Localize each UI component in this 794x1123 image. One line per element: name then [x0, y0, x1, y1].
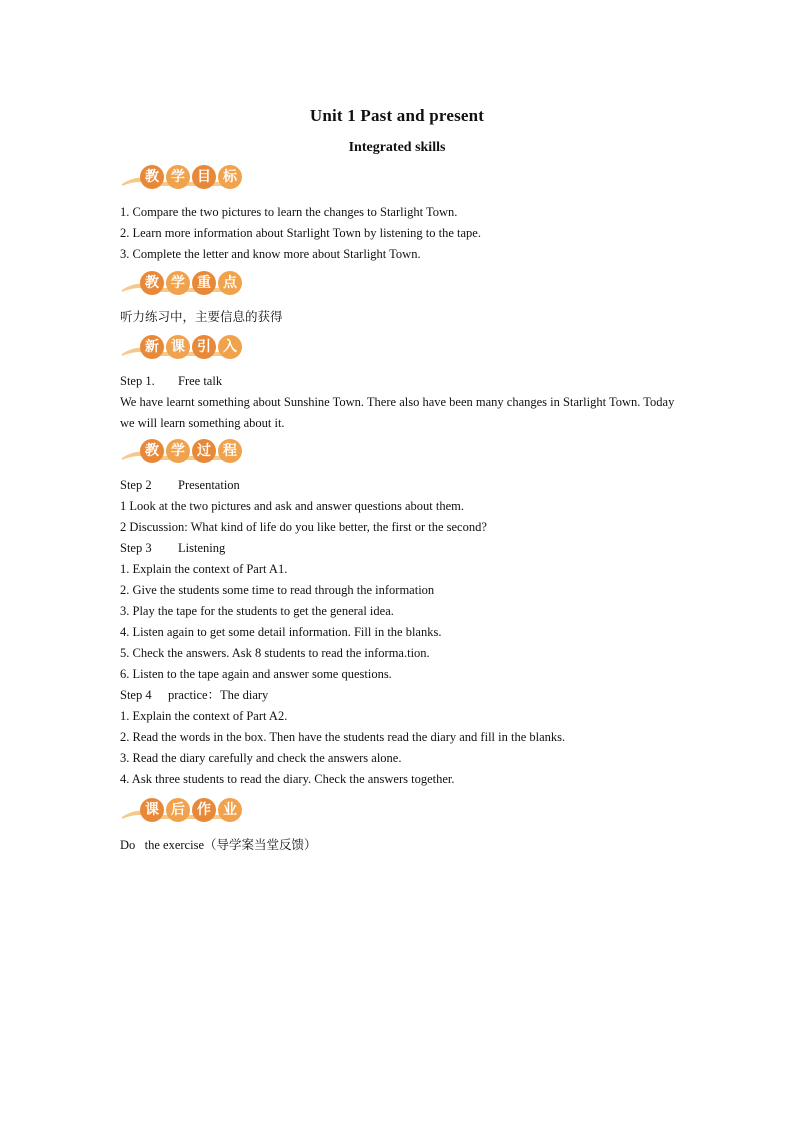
section-key-points: [120, 270, 680, 327]
objective-line: 2. Learn more information about Starlight Town by listening to the tape.: [120, 226, 481, 240]
step-line: 2. Give the students some time to read through the information: [120, 583, 435, 597]
banner-char: 业: [218, 798, 242, 822]
section-process: [120, 438, 680, 790]
objective-line: 3. Complete the letter and know more about Starlight Town.: [120, 247, 421, 261]
banner-char: 学: [166, 271, 190, 295]
step-title: Presentation: [178, 478, 240, 492]
page-title: Unit 1 Past and present: [309, 106, 485, 125]
step-title: Listening: [178, 541, 226, 555]
step-line: 6. Listen to the tape again and answer some questions.: [120, 667, 392, 681]
banner-char: 重: [192, 271, 216, 295]
homework-text: [120, 834, 680, 856]
key-point-text: 听力练习中，主要信息的获得: [120, 309, 283, 324]
step-line: 3. Play the tape for the students to get the general idea.: [120, 604, 394, 618]
section-objectives: [120, 164, 680, 265]
banner-char: 点: [218, 271, 242, 295]
banner-char: 学: [166, 165, 190, 189]
step-line: 2. Read the words in the box. Then have the students read the diary and fill in the blanks.: [120, 730, 566, 744]
banner-char: 课: [140, 798, 164, 822]
banner-char: 后: [166, 798, 190, 822]
key-points-banner: [120, 270, 240, 296]
step-line: 4. Ask three students to read the diary. Check the answers together.: [120, 772, 455, 786]
banner-char: 课: [166, 335, 190, 359]
banner-char: 新: [140, 335, 164, 359]
step-line: 3. Read the diary carefully and check the answers alone.: [120, 751, 402, 765]
step-heading: [120, 538, 680, 559]
homework-text-cn: （导学案当堂反馈）: [204, 837, 317, 852]
step-label: Step 1.: [120, 374, 155, 388]
step-label: Step 3: [120, 541, 152, 555]
banner-char: 学: [166, 439, 190, 463]
section-lead-in: [120, 334, 680, 434]
step-title: Free talk: [178, 374, 223, 388]
step-label: Step 4: [120, 688, 152, 702]
step-heading: [120, 475, 680, 496]
step-title: practice：The diary: [168, 688, 269, 702]
objective-line: 1. Compare the two pictures to learn the changes to Starlight Town.: [120, 205, 458, 219]
step-line: 1 Look at the two pictures and ask and answer questions about them.: [120, 499, 465, 513]
banner-char: 教: [140, 439, 164, 463]
step-line: 5. Check the answers. Ask 8 students to read the informa.tion.: [120, 646, 430, 660]
banner-char: 教: [140, 271, 164, 295]
page-subtitle: Integrated skills: [348, 140, 446, 155]
objectives-banner: [120, 164, 240, 190]
step-line: 1. Explain the context of Part A2.: [120, 709, 288, 723]
homework-banner: [120, 797, 240, 823]
process-banner: [120, 438, 240, 464]
step-heading: [120, 685, 680, 706]
step-line: 1. Explain the context of Part A1.: [120, 562, 288, 576]
banner-char: 教: [140, 165, 164, 189]
step-line: 2 Discussion: What kind of life do you like better, the first or the second?: [120, 520, 487, 534]
step-line: 4. Listen again to get some detail information. Fill in the blanks.: [120, 625, 442, 639]
step-heading: [120, 371, 680, 392]
lead-in-paragraph: We have learnt something about Sunshine Town. There also have been many changes in Starlight Town. Today we will learn something about it.: [120, 395, 675, 430]
banner-char: 程: [218, 439, 242, 463]
banner-char: 入: [218, 335, 242, 359]
step-label: Step 2: [120, 478, 152, 492]
banner-char: 作: [192, 798, 216, 822]
section-homework: [120, 797, 680, 856]
lead-in-banner: [120, 334, 240, 360]
banner-char: 标: [218, 165, 242, 189]
banner-char: 过: [192, 439, 216, 463]
homework-text-en: Do the exercise: [120, 838, 204, 852]
banner-char: 目: [192, 165, 216, 189]
banner-char: 引: [192, 335, 216, 359]
